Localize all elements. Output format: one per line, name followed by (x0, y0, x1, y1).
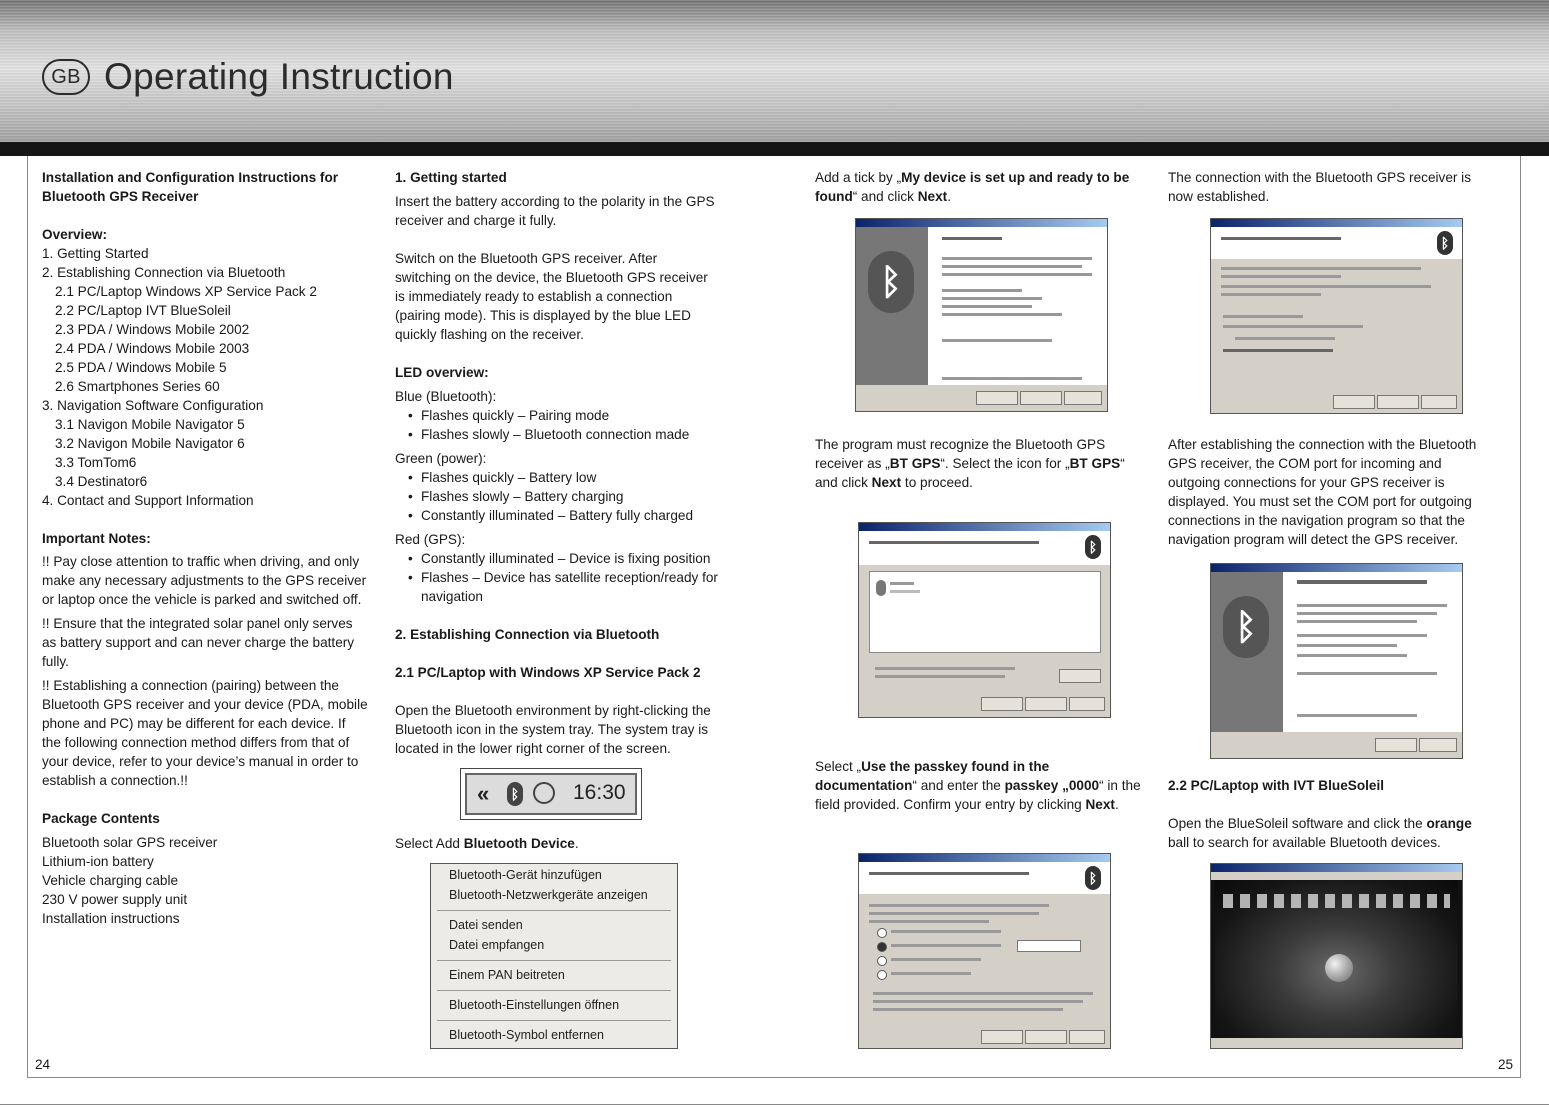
led-red: Red (GPS): (395, 532, 466, 547)
note-3-line: establish a connection.!! (42, 773, 188, 788)
radio-option[interactable] (877, 970, 887, 980)
com-port-screenshot (1210, 563, 1463, 759)
led-item: • Flashes slowly – Battery charging (395, 487, 740, 506)
next-button[interactable] (1020, 391, 1062, 405)
passkey-input[interactable] (1017, 940, 1081, 952)
wizard-side-panel (1211, 572, 1283, 732)
header-title (42, 56, 454, 98)
overview-item: 2.6 Smartphones Series 60 (55, 379, 220, 394)
led-item: • Constantly illuminated – Battery fully charged (395, 506, 740, 525)
radio-option[interactable] (877, 956, 887, 966)
menu-separator (437, 960, 671, 961)
column-2 (395, 168, 740, 758)
led-item: • Flashes slowly – Bluetooth connection made (395, 425, 740, 444)
section-21-heading: 2.1 PC/Laptop with Windows XP Service Pack 2 (395, 665, 701, 680)
device-icon-row (1223, 894, 1450, 908)
menu-separator (437, 910, 671, 911)
menu-separator (437, 1020, 671, 1021)
led-green: Green (power): (395, 451, 487, 466)
system-tray-screenshot (460, 768, 642, 820)
overview-item: 2.5 PDA / Windows Mobile 5 (55, 360, 227, 375)
window-titlebar (856, 219, 1107, 227)
text-line: receiver and charge it fully. (395, 213, 557, 228)
radio-option[interactable] (877, 928, 887, 938)
window-titlebar (1211, 219, 1462, 227)
led-heading: LED overview: (395, 365, 489, 380)
note-2-line: fully. (42, 654, 69, 669)
note-3-line: the following connection method differs from that of (42, 735, 350, 750)
connection-established-screenshot (1210, 218, 1463, 414)
package-heading: Package Contents (42, 811, 160, 826)
text-line: (pairing mode). This is displayed by the blue LED (395, 308, 691, 323)
note-1-line: or laptop once the vehicle is parked and switched off. (42, 592, 362, 607)
column-3-para-3: Select „Use the passkey found in the documentation“ and enter the passkey „0000“ in the field provided. Confirm your entry by clicking Next. (815, 759, 1141, 812)
note-1-line: make any necessary adjustments to the GPS receiver (42, 573, 367, 588)
wizard-welcome-screenshot (855, 218, 1108, 412)
tray-clock: 16:30 (573, 781, 626, 804)
back-button[interactable] (981, 1030, 1023, 1044)
note-1-line: !! Pay close attention to traffic when driving, and only (42, 554, 360, 569)
overview-item: 2.1 PC/Laptop Windows XP Service Pack 2 (55, 284, 317, 299)
gb-badge: GB (42, 59, 90, 95)
passkey-screenshot (858, 853, 1111, 1049)
led-item-cont: navigation (421, 589, 483, 604)
cancel-button[interactable] (1421, 395, 1457, 409)
menu-separator (437, 990, 671, 991)
led-item: • Flashes – Device has satellite reception/ready for (395, 568, 740, 587)
cancel-button[interactable] (1064, 391, 1102, 405)
overview-item: 2. Establishing Connection via Bluetooth (42, 265, 286, 280)
window-titlebar (859, 854, 1110, 862)
bottom-rule (0, 1104, 1549, 1105)
menu-item-remove-icon[interactable]: Bluetooth-Symbol entfernen (449, 1028, 604, 1042)
overview-item: 3.4 Destinator6 (55, 474, 148, 489)
note-3-line: Bluetooth GPS receiver and your device (PDA, mobile (42, 697, 368, 712)
window-titlebar (1211, 564, 1462, 572)
column-4-para-3: 2.2 PC/Laptop with IVT BlueSoleil Open the BlueSoleil software and click the orange ball to search for available Bluetooth devices. (1168, 776, 1513, 852)
overview-item: 3.2 Navigon Mobile Navigator 6 (55, 436, 245, 451)
menu-bar (1211, 872, 1462, 880)
notes-heading: Important Notes: (42, 531, 151, 546)
finish-button[interactable] (1375, 738, 1417, 752)
bt-gps-device-icon[interactable] (876, 580, 886, 596)
device-list[interactable] (869, 571, 1101, 653)
overview-item: 3. Navigation Software Configuration (42, 398, 264, 413)
overview-item: 4. Contact and Support Information (42, 493, 254, 508)
led-item: • Flashes quickly – Battery low (395, 468, 740, 487)
overview-item: 2.4 PDA / Windows Mobile 2003 (55, 341, 250, 356)
text-line: Insert the battery according to the polarity in the GPS (395, 194, 715, 209)
back-button[interactable] (981, 697, 1023, 711)
radio-option-selected[interactable] (877, 942, 887, 952)
package-item: 230 V power supply unit (42, 892, 188, 907)
package-item: Vehicle charging cable (42, 873, 179, 888)
header-title-text: Operating Instruction (104, 56, 454, 97)
network-icon (533, 782, 555, 804)
column-3-para-1: Add a tick by „My device is set up and ready to be found“ and click Next. (815, 170, 1130, 204)
led-item: • Constantly illuminated – Device is fixing position (395, 549, 740, 568)
section-2-heading: 2. Establishing Connection via Bluetooth (395, 627, 660, 642)
next-button[interactable] (1025, 697, 1067, 711)
bluetooth-icon: ᛒ (507, 782, 523, 806)
bluetooth-icon: ᛒ (1085, 866, 1101, 890)
column-3-para-2: The program must recognize the Bluetooth GPS receiver as „BT GPS“. Select the icon for „BT GPS“ and click Next to proceed. (815, 437, 1125, 490)
bluetooth-icon: ᛒ (1085, 535, 1101, 559)
package-item: Lithium-ion battery (42, 854, 154, 869)
column-1 (42, 168, 382, 928)
window-titlebar (1211, 864, 1462, 872)
select-add-text: Select Add Bluetooth Device. (395, 836, 579, 851)
page-header (0, 0, 1549, 142)
section-22-heading: 2.2 PC/Laptop with IVT BlueSoleil (1168, 778, 1385, 793)
menu-item-join-pan[interactable]: Einem PAN beitreten (449, 968, 565, 982)
text-line: switching on the device, the Bluetooth GPS receiver (395, 270, 708, 285)
status-bar (1211, 1038, 1462, 1048)
bluetooth-icon: ᛒ (1437, 231, 1453, 255)
led-blue: Blue (Bluetooth): (395, 389, 497, 404)
text-line: located in the lower right corner of the screen. (395, 741, 671, 756)
menu-item-add-device[interactable]: Bluetooth-Gerät hinzufügen (449, 868, 602, 882)
note-2-line: !! Ensure that the integrated solar panel only serves (42, 616, 353, 631)
bluetooth-icon: ᛒ (1223, 596, 1269, 658)
text-line: Open the Bluetooth environment by right-clicking the (395, 703, 711, 718)
orange-ball-icon[interactable] (1325, 954, 1353, 982)
note-2-line: as battery support and can never charge the battery (42, 635, 355, 650)
next-button[interactable] (1025, 1030, 1067, 1044)
cancel-button[interactable] (1419, 738, 1457, 752)
doc-title: Installation and Configuration Instructions for (42, 170, 339, 185)
back-button[interactable] (976, 391, 1018, 405)
text-line: Switch on the Bluetooth GPS receiver. After (395, 251, 658, 266)
cancel-button[interactable] (1069, 697, 1105, 711)
column-4-para-1: The connection with the Bluetooth GPS receiver is now established. (1168, 170, 1471, 204)
overview-heading: Overview: (42, 227, 107, 242)
bluetooth-context-menu-screenshot (430, 863, 678, 1049)
finish-button[interactable] (1377, 395, 1419, 409)
text-line: is immediately ready to establish a connection (395, 289, 673, 304)
menu-item-open-settings[interactable]: Bluetooth-Einstellungen öffnen (449, 998, 620, 1012)
overview-item: 1. Getting Started (42, 246, 149, 261)
overview-item: 3.1 Navigon Mobile Navigator 5 (55, 417, 245, 432)
overview-item: 2.3 PDA / Windows Mobile 2002 (55, 322, 250, 337)
overview-item: 3.3 TomTom6 (55, 455, 137, 470)
getting-started-heading: 1. Getting started (395, 170, 507, 185)
note-3-line: phone and PC) may be different for each device. If (42, 716, 346, 731)
refresh-button[interactable] (1059, 669, 1101, 683)
led-item: • Flashes quickly – Pairing mode (395, 406, 740, 425)
note-3-line: !! Establishing a connection (pairing) between the (42, 678, 339, 693)
doc-title-2: Bluetooth GPS Receiver (42, 189, 199, 204)
window-titlebar (859, 523, 1110, 531)
text-line: quickly flashing on the receiver. (395, 327, 584, 342)
menu-item-network-devices[interactable]: Bluetooth-Netzwerkgeräte anzeigen (449, 888, 648, 902)
bluetooth-icon: ᛒ (868, 251, 914, 313)
back-button[interactable] (1333, 395, 1375, 409)
page-number-left: 24 (35, 1057, 51, 1072)
device-select-screenshot (858, 522, 1111, 718)
overview-item: 2.2 PC/Laptop IVT BlueSoleil (55, 303, 231, 318)
text-line: Bluetooth icon in the system tray. The system tray is (395, 722, 709, 737)
cancel-button[interactable] (1069, 1030, 1105, 1044)
tray-arrows-icon: « (477, 781, 490, 806)
menu-item-receive-file[interactable]: Datei empfangen (449, 938, 545, 952)
bluesoleil-screenshot (1210, 863, 1463, 1049)
package-item: Installation instructions (42, 911, 180, 926)
bluesoleil-main-area (1215, 880, 1458, 1038)
header-dark-bar (0, 142, 1549, 156)
wizard-side-panel (856, 227, 928, 385)
package-item: Bluetooth solar GPS receiver (42, 835, 218, 850)
menu-item-send-file[interactable]: Datei senden (449, 918, 523, 932)
column-4-para-2: After establishing the connection with the Bluetooth GPS receiver, the COM port for incoming and outgoing connections for your GPS receiver is displayed. You must set the COM port for outgoing connections in the navigation program so that the navigation program will detect the GPS receiver. (1168, 437, 1477, 547)
note-3-line: your device, refer to your device’s manual in order to (42, 754, 359, 769)
page-number-right: 25 (1498, 1057, 1514, 1072)
